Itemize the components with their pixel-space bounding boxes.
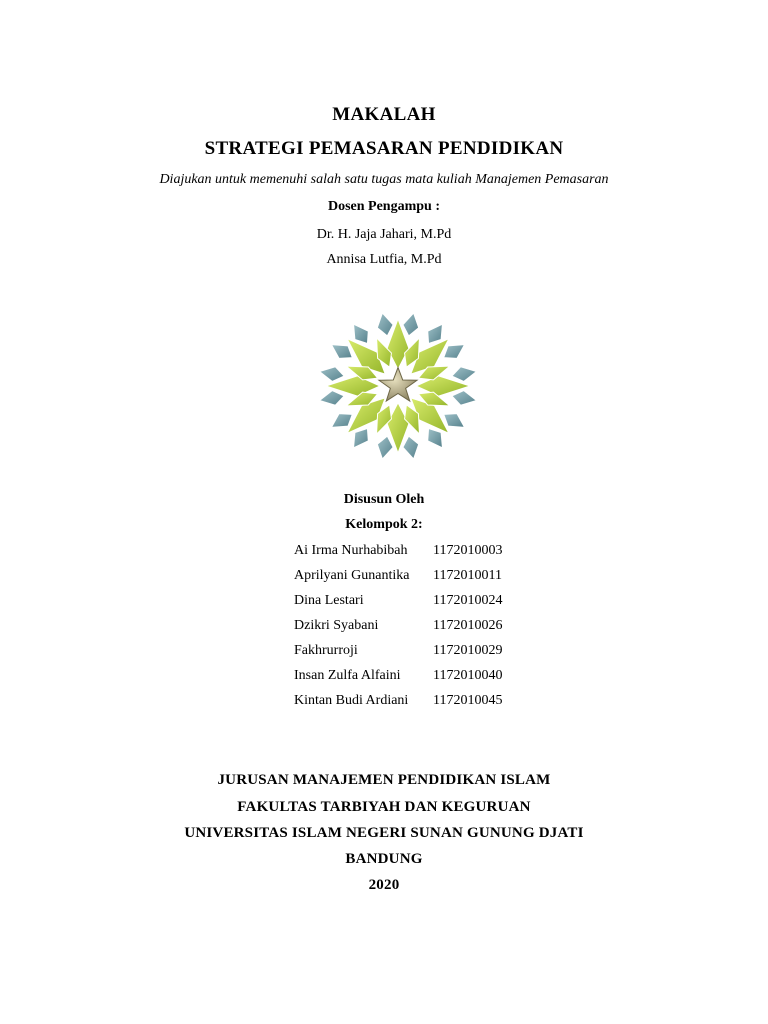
emblem-tile <box>428 429 443 448</box>
member-nim: 1172010026 <box>433 618 503 633</box>
emblem-tile <box>331 414 352 428</box>
member-list <box>294 541 534 716</box>
emblem-tile <box>331 345 352 359</box>
city-name: BANDUNG <box>345 851 423 867</box>
emblem-tile <box>377 313 393 336</box>
member-nim: 1172010029 <box>433 643 503 658</box>
lecturer-label: Dosen Pengampu : <box>327 199 440 214</box>
list-item <box>294 691 534 716</box>
emblem-tile <box>403 313 419 336</box>
member-name: Aprilyani Gunantika <box>294 568 410 583</box>
emblem-tile <box>320 391 345 406</box>
emblem-tile <box>428 324 443 343</box>
member-nim: 1172010003 <box>433 543 503 558</box>
emblem-tile <box>377 436 393 459</box>
emblem-tile <box>444 414 465 428</box>
member-nim: 1172010045 <box>433 693 503 708</box>
list-item <box>294 566 534 591</box>
department-name: JURUSAN MANAJEMEN PENDIDIKAN ISLAM <box>217 772 551 788</box>
member-name: Insan Zulfa Alfaini <box>294 668 401 683</box>
group-label: Kelompok 2: <box>345 517 423 532</box>
emblem-tile <box>452 391 477 406</box>
list-item <box>294 591 534 616</box>
emblem-tile <box>444 345 465 359</box>
authors-label: Disusun Oleh <box>343 492 425 507</box>
emblem-tile <box>452 367 477 382</box>
member-nim: 1172010040 <box>433 668 503 683</box>
year: 2020 <box>368 877 400 893</box>
emblem-tile <box>354 429 369 448</box>
member-nim: 1172010024 <box>433 593 503 608</box>
member-name: Fakhrurroji <box>294 643 358 658</box>
university-name: UNIVERSITAS ISLAM NEGERI SUNAN GUNUNG DJATI <box>184 825 584 841</box>
emblem-tile <box>354 324 369 343</box>
lecturer-name: Annisa Lutfia, M.Pd <box>326 252 442 267</box>
list-item <box>294 616 534 641</box>
university-star-emblem-icon <box>308 306 488 466</box>
lecturer-name: Dr. H. Jaja Jahari, M.Pd <box>316 227 452 242</box>
faculty-name: FAKULTAS TARBIYAH DAN KEGURUAN <box>237 799 531 815</box>
member-name: Kintan Budi Ardiani <box>294 693 409 708</box>
emblem-tile <box>320 367 345 382</box>
emblem-tile <box>403 436 419 459</box>
list-item <box>294 641 534 666</box>
document-title: MAKALAH <box>332 104 436 125</box>
member-name: Ai Irma Nurhabibah <box>294 543 408 558</box>
document-topic: STRATEGI PEMASARAN PENDIDIKAN <box>204 138 564 159</box>
member-name: Dzikri Syabani <box>294 618 379 633</box>
member-name: Dina Lestari <box>294 593 364 608</box>
list-item <box>294 666 534 691</box>
document-subtitle: Diajukan untuk memenuhi salah satu tugas mata kuliah Manajemen Pemasaran <box>159 172 609 187</box>
list-item <box>294 541 534 566</box>
member-nim: 1172010011 <box>433 568 502 583</box>
